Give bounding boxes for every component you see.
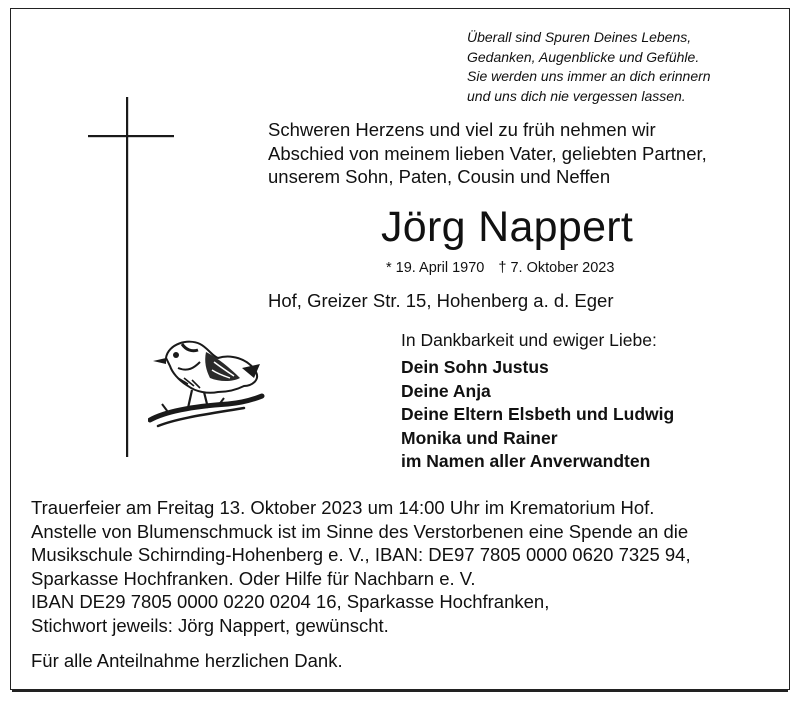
funeral-details: [31, 496, 776, 637]
residence: Hof, Greizer Str. 15, Hohenberg a. d. Eger: [268, 290, 614, 311]
closing-thanks: Für alle Anteilnahme herzlichen Dank.: [31, 650, 343, 671]
poem-line: und uns dich nie vergessen lassen.: [467, 87, 686, 104]
mourners-list: [401, 356, 674, 474]
intro-line: Schweren Herzens und viel zu früh nehmen wir: [268, 119, 656, 140]
mourner-name: Deine Anja: [401, 380, 491, 401]
notice-line: Musikschule Schirnding-Hohenberg e. V., IBAN: DE97 7805 0000 0620 7325 94,: [31, 544, 691, 565]
notice-line: IBAN DE29 7805 0000 0220 0204 16, Sparkasse Hochfranken,: [31, 591, 550, 612]
poem-line: Gedanken, Augenblicke und Gefühle.: [467, 48, 700, 65]
intro-line: Abschied von meinem lieben Vater, geliebten Partner,: [268, 142, 707, 164]
notice-line: Stichwort jeweils: Jörg Nappert, gewünscht.: [31, 614, 389, 636]
bird-icon: [148, 328, 266, 430]
notice-line: Trauerfeier am Freitag 13. Oktober 2023 um 14:00 Uhr im Krematorium Hof.: [31, 497, 655, 518]
death-date: † 7. Oktober 2023: [498, 260, 615, 276]
mourner-name: Monika und Rainer: [401, 427, 558, 448]
mourner-name: Deine Eltern Elsbeth und Ludwig: [401, 404, 675, 424]
poem-line: Überall sind Spuren Deines Lebens,: [467, 29, 692, 45]
memorial-poem: [467, 28, 787, 106]
bottom-rule: [12, 689, 788, 692]
birth-date: * 19. April 1970: [386, 260, 485, 276]
mourner-name: im Namen aller Anverwandten: [401, 451, 651, 471]
life-dates: [386, 260, 628, 276]
intro-line: unserem Sohn, Paten, Cousin und Neffen: [268, 166, 611, 187]
announcement-intro: [268, 118, 707, 189]
deceased-name: Jörg Nappert: [381, 203, 634, 251]
mourner-name: Dein Sohn Justus: [401, 357, 549, 377]
poem-line: Sie werden uns immer an dich erinnern: [467, 68, 711, 84]
notice-line: Sparkasse Hochfranken. Oder Hilfe für Nachbarn e. V.: [31, 567, 476, 589]
mourners-intro: In Dankbarkeit und ewiger Liebe:: [401, 330, 657, 350]
notice-line: Anstelle von Blumenschmuck ist im Sinne des Verstorbenen eine Spende an die: [31, 520, 689, 542]
